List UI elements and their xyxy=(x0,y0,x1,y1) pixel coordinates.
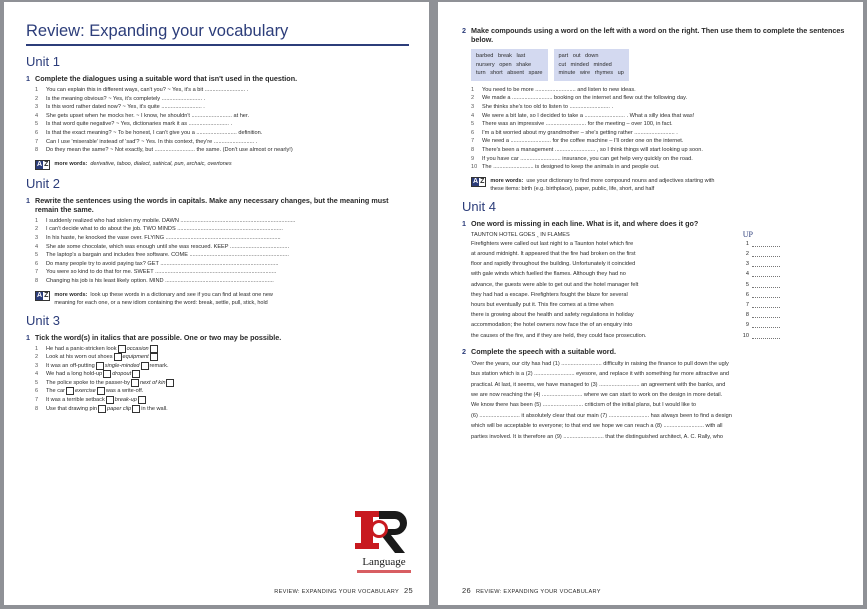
list-item xyxy=(35,112,409,121)
list-item xyxy=(471,155,845,164)
instruction-text: Complete the dialogues using a suitable word that isn't used in the question. xyxy=(35,74,298,83)
logo-text: Language xyxy=(362,556,406,568)
story-line xyxy=(471,259,845,269)
story-headline: TAUNTON HOTEL GOES ‸ IN FLAMES xyxy=(471,231,570,238)
item-number: 8 xyxy=(471,146,475,153)
option-b-text: paper clip xyxy=(107,405,132,412)
speech-line: 'Over the years, our city has had (1) .......................... difficulty in raising the finance to pull down the ugly xyxy=(471,360,729,367)
story-line-text: at around midnight. It appeared that the fire had broken on the first xyxy=(471,250,636,257)
unit3-heading: Unit 3 xyxy=(26,312,60,328)
word-row: cut minded minded xyxy=(558,61,612,68)
instruction-text: One word is missing in each line. What is it, and where does it go? xyxy=(471,218,699,228)
list-item xyxy=(471,137,845,146)
unit4-heading: Unit 4 xyxy=(462,198,496,214)
option-b-text: dropout xyxy=(112,371,132,378)
item-number: 6 xyxy=(35,260,39,267)
item-text: She gets upset when he mocks her. ~ I know, he shouldn't .......................... at her. xyxy=(46,112,250,119)
story-line-text: Firefighters were called out last night to a Taunton hotel which fire xyxy=(471,240,634,247)
story-line xyxy=(471,280,845,290)
instruction-number: 1 xyxy=(26,195,30,205)
checkbox[interactable] xyxy=(132,405,140,413)
story-line xyxy=(471,290,845,300)
item-number: 3 xyxy=(35,104,39,111)
checkbox[interactable] xyxy=(166,379,174,387)
unit1-items xyxy=(26,86,409,155)
item-text: There's been a management .......................... , so I think things will start looking up soon. xyxy=(482,146,703,153)
list-item xyxy=(35,260,409,269)
option-b-text: exercise xyxy=(74,388,96,395)
line-number: 6 xyxy=(745,291,749,298)
item-number: 5 xyxy=(35,379,39,386)
list-item xyxy=(35,362,409,371)
speech-line: we are now reaching the (4) .......................... where we can start to work on the design in more detail. xyxy=(471,391,723,398)
list-item xyxy=(35,225,409,234)
item-text: Do they mean the same? ~ Not exactly, but .......................... the same. (Don't use almost or nearly!) xyxy=(46,147,293,154)
list-item xyxy=(471,94,845,103)
item-text: We made a .......................... booking on the internet and flew out the following day. xyxy=(482,95,688,102)
ir-language-logo xyxy=(349,507,419,579)
answer-blank[interactable] xyxy=(752,300,780,308)
item-text: You were so kind to do that for me. SWEET .............................................................................. xyxy=(46,269,277,276)
speech-text xyxy=(471,359,845,442)
word-row: minute wire rhymes up xyxy=(558,70,624,77)
item-number: 9 xyxy=(471,155,475,162)
example-answer: UP xyxy=(742,229,753,239)
option-a-text: The car xyxy=(46,388,65,395)
checkbox[interactable] xyxy=(131,379,139,387)
story-header xyxy=(471,231,771,239)
unit2-heading: Unit 2 xyxy=(26,175,60,191)
story-line-text: hours but eventually put it. This fire comes at a time when xyxy=(471,301,614,308)
checkbox[interactable] xyxy=(66,387,74,395)
compounds-instruction xyxy=(462,26,845,44)
item-number: 7 xyxy=(35,397,39,404)
line-number: 10 xyxy=(742,332,749,339)
option-a-text: It was a terrible setback xyxy=(46,397,105,404)
list-item xyxy=(35,405,409,414)
list-item xyxy=(35,138,409,147)
speech-line: We know there has been (5) .......................... criticism of the initial plans, but I would like to xyxy=(471,402,696,409)
word-row: part out down xyxy=(558,53,599,59)
unit4-ex2-instruction xyxy=(462,347,845,356)
item-text: I can't decide what to do about the job. TWO MINDS .................................................................... xyxy=(46,226,283,233)
line-number: 1 xyxy=(745,240,749,247)
option-a-text: We had a long hold-up xyxy=(46,371,103,378)
item-number: 6 xyxy=(471,129,475,136)
footer-text: REVIEW: EXPANDING YOUR VOCABULARY xyxy=(274,589,400,595)
list-item xyxy=(35,277,409,286)
story-line xyxy=(471,249,845,259)
checkbox[interactable] xyxy=(132,370,140,378)
item-tail-text: was a write-off. xyxy=(105,388,144,395)
item-text: I'm a bit worried about my grandmother – she's getting rather .......................... . xyxy=(482,129,678,136)
option-a-text: The police spoke to the passer-by xyxy=(46,379,130,386)
unit2-instruction xyxy=(26,196,409,214)
instruction-number: 1 xyxy=(26,74,30,83)
item-tail-text: in the wall. xyxy=(141,405,168,412)
unit3-items xyxy=(26,345,409,414)
item-text: She thinks she's too old to listen to .......................... . xyxy=(482,103,614,110)
story xyxy=(471,231,845,341)
answer-blank[interactable] xyxy=(752,290,780,298)
word-row: turn short absent spare xyxy=(476,70,543,77)
item-number: 1 xyxy=(471,86,475,93)
item-tail-text: remark. xyxy=(149,362,169,369)
item-text: Is that word quite negative? ~ Yes, dictionaries mark it as .......................... . xyxy=(46,121,233,128)
list-item xyxy=(35,95,409,104)
story-line xyxy=(471,239,845,249)
story-line-text: advance, the guests were able to get out and the hotel manager felt xyxy=(471,281,639,288)
item-number: 4 xyxy=(35,371,39,378)
item-text: We were a bit late, so I decided to take a .......................... . What a silly idea that was! xyxy=(482,112,695,119)
item-number: 4 xyxy=(35,243,39,250)
answer-blank[interactable] xyxy=(752,249,780,257)
instruction-number: 1 xyxy=(26,332,30,342)
a-z-icon: A Z xyxy=(37,160,49,168)
list-item xyxy=(35,243,409,252)
checkbox[interactable] xyxy=(141,362,149,370)
item-number: 2 xyxy=(35,354,39,361)
list-item xyxy=(471,146,845,155)
line-number: 7 xyxy=(745,301,749,308)
option-a-text: Use that drawing pin xyxy=(46,405,97,412)
item-text: I suddenly realized who had stolen my mobile. DAWN .......................................................................... xyxy=(46,217,296,224)
line-number: 4 xyxy=(745,271,749,278)
story-lines xyxy=(471,239,845,341)
unit1-heading: Unit 1 xyxy=(26,54,60,69)
list-item xyxy=(471,103,845,112)
option-b-text: occasion xyxy=(126,345,149,352)
item-text: Changing his job is his least likely option. MIND ...................................................................... xyxy=(46,277,274,284)
answer-blank[interactable] xyxy=(752,331,780,339)
instruction-text: Rewrite the sentences using the words in capitals. Make any necessary changes, but the meaning must remain the same. xyxy=(35,195,389,214)
story-line-text: floor and rapidly throughout the building. Unfortunately it coincided xyxy=(471,261,636,268)
item-number: 8 xyxy=(35,277,39,284)
item-number: 5 xyxy=(35,252,39,259)
item-number: 4 xyxy=(471,112,475,119)
instruction-number: 2 xyxy=(462,26,466,35)
left-word-box xyxy=(471,49,548,81)
instruction-text: Make compounds using a word on the left with a word on the right. Then use them to complete the sentences below. xyxy=(471,26,845,44)
item-number: 2 xyxy=(35,95,39,102)
speech-line: (6) .......................... it absolutely clear that our main (7) .......................... has always been to find a design xyxy=(471,412,732,419)
item-number: 10 xyxy=(471,164,478,171)
item-number: 7 xyxy=(35,269,39,276)
list-item xyxy=(471,112,845,121)
story-line xyxy=(471,310,845,320)
answer-blank[interactable] xyxy=(752,239,780,247)
more-words-text: derivative, taboo, dialect, satirical, pun, archaic, overtones xyxy=(90,160,232,167)
item-number: 3 xyxy=(35,234,39,241)
item-text: You need to be more .......................... and listen to new ideas. xyxy=(482,86,636,93)
item-number: 6 xyxy=(35,129,39,136)
checkbox[interactable] xyxy=(118,345,126,353)
line-number: 2 xyxy=(745,250,749,257)
item-number: 1 xyxy=(35,217,39,224)
unit4-ex1-instruction xyxy=(462,219,845,228)
item-text: There was an impressive .......................... for the meeting – over 100, in fact. xyxy=(482,121,673,128)
checkbox[interactable] xyxy=(114,353,122,361)
right-page xyxy=(438,2,863,605)
item-number: 4 xyxy=(35,112,39,119)
left-footer xyxy=(274,586,413,595)
right-footer xyxy=(462,586,601,595)
line-number: 9 xyxy=(745,322,749,329)
story-line-text: the causes of the fire, and if they are held, they could face prosecution. xyxy=(471,332,647,339)
list-item xyxy=(35,387,409,396)
compounds-more-words xyxy=(471,177,845,193)
checkbox[interactable] xyxy=(150,345,158,353)
story-line xyxy=(471,320,845,330)
a-z-icon: A Z xyxy=(37,291,49,299)
item-text: You can explain this in different ways, can't you? ~ Yes, it's a bit .......................... . xyxy=(46,87,249,93)
option-b-text: equipment xyxy=(122,354,149,361)
instruction-text: Complete the speech with a suitable word. xyxy=(471,346,616,356)
answer-blank[interactable] xyxy=(752,269,780,277)
item-text: Do many people try to avoid paying tax? GET ............................................................................ xyxy=(46,260,279,267)
speech-line: parties involved. It is therefore an (9) .......................... that the distinguished architect, A. C. Rally, who xyxy=(471,433,724,440)
page-number: 25 xyxy=(404,586,413,595)
instruction-number: 1 xyxy=(462,218,466,228)
speech-line: practical. At last, it seems, we have managed to (3) .......................... an agreement with the banks, and xyxy=(471,381,726,388)
list-item xyxy=(35,345,409,354)
item-number: 1 xyxy=(35,345,39,352)
option-a-text: It was an off-putting xyxy=(46,362,95,369)
list-item xyxy=(471,129,845,138)
list-item xyxy=(35,120,409,129)
item-number: 2 xyxy=(471,95,475,102)
left-page xyxy=(4,2,429,605)
story-line-text: there is growing about the health and safety regulations in holiday xyxy=(471,312,634,319)
more-words-text: these items: birth (e.g. birthplace), paper, public, life, short, and half xyxy=(490,185,655,192)
list-item xyxy=(471,86,845,95)
option-a-text: Look at his worn out shoes xyxy=(46,354,113,361)
answer-blank[interactable] xyxy=(752,320,780,328)
checkbox[interactable] xyxy=(97,387,105,395)
checkbox[interactable] xyxy=(150,353,158,361)
line-number: 8 xyxy=(745,312,749,319)
right-word-box xyxy=(554,49,629,81)
title-rule xyxy=(26,44,409,46)
option-b-text: break-up xyxy=(114,397,137,404)
option-b-text: next of kin xyxy=(139,379,166,386)
item-number: 5 xyxy=(35,121,39,128)
list-item xyxy=(35,379,409,388)
item-number: 2 xyxy=(35,226,39,233)
item-number: 1 xyxy=(35,87,39,93)
unit3-instruction xyxy=(26,333,409,342)
list-item xyxy=(35,370,409,379)
story-line-text: accommodation; the hotel owners now face the of an enquiry into xyxy=(471,322,633,329)
list-item xyxy=(35,268,409,277)
list-item xyxy=(35,86,409,95)
item-text: In his haste, he knocked the vase over. FLYING .......................................................................... xyxy=(46,234,281,241)
item-text: Is that the exact meaning? ~ To be honest, I can't give you a .......................... definition. xyxy=(46,129,263,136)
item-text: She ate some chocolate, which was enough until she was rescued. KEEP ...................................... xyxy=(46,243,290,250)
checkbox[interactable] xyxy=(96,362,104,370)
list-item xyxy=(35,103,409,112)
item-number: 5 xyxy=(471,121,475,128)
word-boxes xyxy=(471,49,845,81)
more-words-text: meaning for each one, or a new idiom containing the word: break, settle, pull, stick, hold xyxy=(54,299,268,306)
unit2-items xyxy=(26,217,409,286)
speech-line: bus station which is a (2) .......................... eyesore, and replace it with something far more attractive and xyxy=(471,371,730,378)
checkbox[interactable] xyxy=(138,396,146,404)
compound-items xyxy=(462,86,845,172)
unit2-more-words xyxy=(35,291,409,307)
page-title: Review: Expanding your vocabulary xyxy=(26,22,289,40)
unit1-instruction xyxy=(26,74,409,83)
option-a-text: He had a panic-stricken look xyxy=(46,345,117,352)
list-item xyxy=(35,353,409,362)
item-text: The laptop's a bargain and includes free software. COME ................................................................ xyxy=(46,252,289,259)
unit1-more-words xyxy=(35,160,409,170)
item-number: 7 xyxy=(471,138,475,145)
word-row: nursery open shake xyxy=(476,61,532,68)
item-number: 3 xyxy=(35,362,39,369)
item-number: 7 xyxy=(35,138,39,145)
checkbox[interactable] xyxy=(106,396,114,404)
story-line xyxy=(471,269,845,279)
item-text: Is this word rather dated now? ~ Yes, it's quite .......................... . xyxy=(46,104,205,111)
more-words-text: look up these words in a dictionary and see if you can find at least one new xyxy=(90,291,273,298)
answer-blank[interactable] xyxy=(752,259,780,267)
story-line-text: they had had a escape. Firefighters fought the blaze for several xyxy=(471,291,628,298)
story-line xyxy=(471,300,845,310)
story-line xyxy=(471,331,845,341)
instruction-text: Tick the word(s) in italics that are possible. One or two may be possible. xyxy=(35,332,282,342)
list-item xyxy=(35,217,409,226)
item-text: Can I use 'miserable' instead of 'sad'? ~ Yes. In this context, they're .......................... . xyxy=(46,138,258,145)
list-item xyxy=(35,129,409,138)
answer-blank[interactable] xyxy=(752,310,780,318)
item-number: 8 xyxy=(35,147,39,154)
page-number: 26 xyxy=(462,586,471,595)
line-number: 3 xyxy=(745,261,749,268)
list-item xyxy=(35,146,409,155)
checkbox[interactable] xyxy=(98,405,106,413)
item-number: 6 xyxy=(35,388,39,395)
speech-line: which will be acceptable to everyone; to that end we hope we can reach a (8) .......................... with all xyxy=(471,423,723,430)
list-item xyxy=(471,120,845,129)
story-line-text: with gale winds which fuelled the flames. Although they had no xyxy=(471,271,626,278)
more-words-text: use your dictionary to find more compound nouns and adjectives starting with xyxy=(526,177,715,184)
answer-blank[interactable] xyxy=(752,280,780,288)
item-number: 3 xyxy=(471,103,475,110)
more-words-label: more words: xyxy=(54,291,88,298)
list-item xyxy=(35,251,409,260)
list-item xyxy=(35,234,409,243)
list-item xyxy=(471,163,845,172)
item-text: If you have car .......................... insurance, you can get help very quickly on the road. xyxy=(482,155,693,162)
instruction-number: 2 xyxy=(462,346,466,356)
more-words-label: more words: xyxy=(490,177,524,184)
option-b-text: single-minded xyxy=(104,362,140,369)
word-row: barbed break last xyxy=(476,53,526,59)
list-item xyxy=(35,396,409,405)
item-text: We need a .......................... for the coffee machine – I'll order one on the internet. xyxy=(482,138,684,145)
item-text: The .......................... is designed to keep the animals in and people out. xyxy=(482,164,660,171)
more-words-label: more words: xyxy=(54,160,88,167)
checkbox[interactable] xyxy=(103,370,111,378)
item-number: 8 xyxy=(35,405,39,412)
item-text: Is the meaning obvious? ~ Yes, it's completely .......................... . xyxy=(46,95,206,102)
footer-text: REVIEW: EXPANDING YOUR VOCABULARY xyxy=(475,589,601,595)
line-number: 5 xyxy=(745,281,749,288)
a-z-icon: A Z xyxy=(473,177,485,185)
